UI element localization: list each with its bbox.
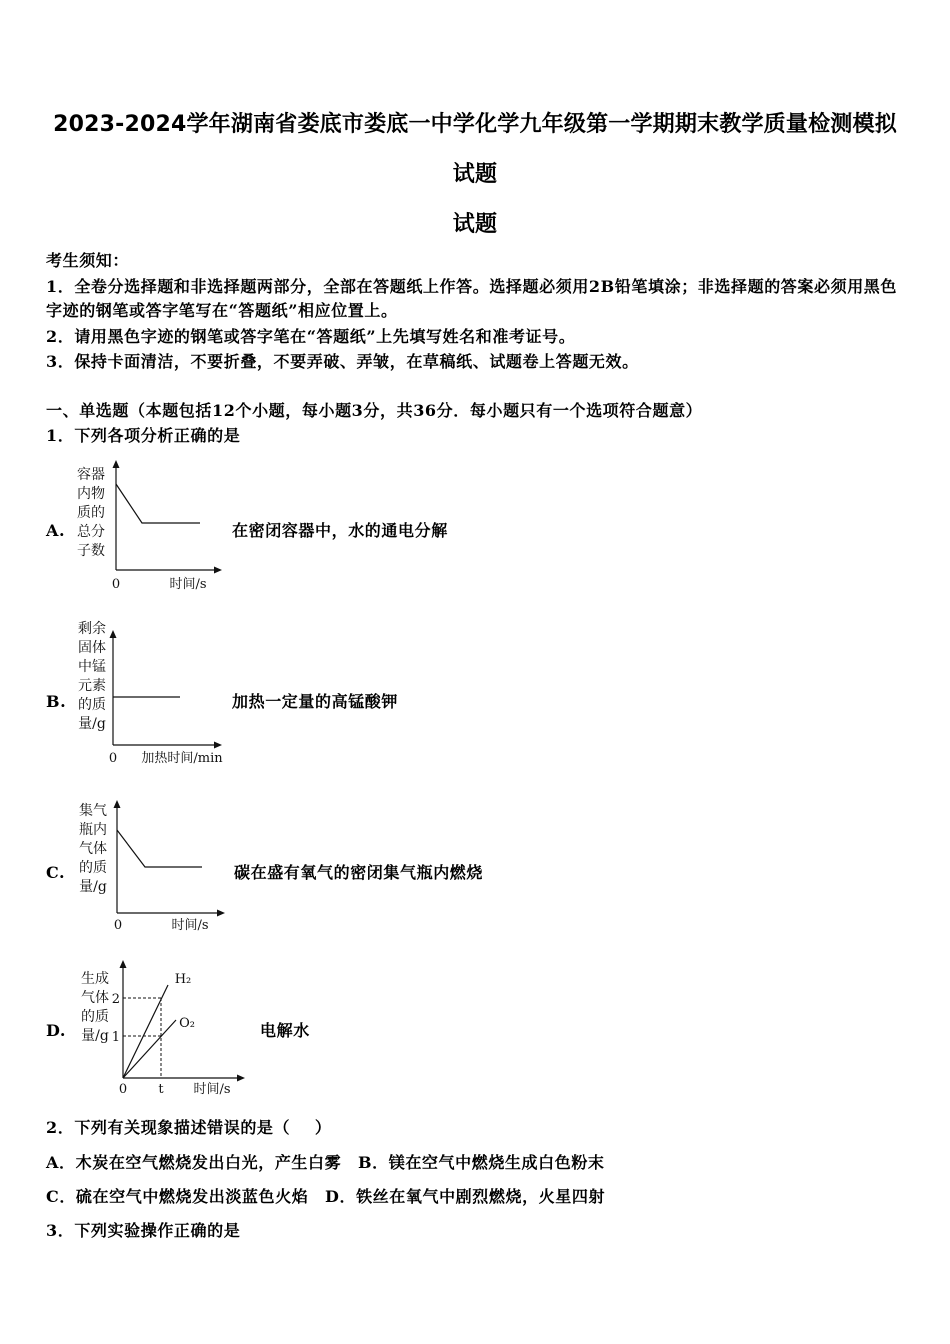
q1-option-a-text: 在密闭容器中，水的通电分解 [232,521,448,540]
x-axis-arrow [237,1075,245,1082]
question-1-stem: 1．下列各项分析正确的是 [46,426,241,445]
q2-option-b: B．镁在空气中燃烧生成白色粉末 [358,1153,605,1172]
y-axis-label-line: 生成 [81,971,109,987]
q2-option-d: D．铁丝在氧气中剧烈燃烧，火星四射 [325,1187,606,1206]
origin-label: 0 [118,1082,128,1097]
y-axis-arrow [120,960,127,968]
q1-option-a-label: A. [46,521,66,540]
y-axis-label-line: 气体 [81,990,109,1006]
x-axis-arrow [214,742,222,749]
exam-title: 2023-2024学年湖南省娄底市娄底一中学化学九年级第一学期期末教学质量检测模拟 [53,112,897,137]
q1-option-c-text: 碳在盛有氧气的密闭集气瓶内燃烧 [234,863,484,882]
y-axis-label-line: 质的 [77,505,105,521]
y-axis-arrow [110,630,117,638]
y-tick-label: 1 [111,1030,120,1045]
x-axis-label: 时间/s [193,1082,231,1097]
y-axis-label-line: 的质 [79,860,107,876]
q1-option-a-graph [60,455,235,595]
q1-option-b-label: B. [46,692,67,711]
origin-label: 0 [113,918,123,933]
hydrogen-series-label: H₂ [174,972,192,987]
y-axis-arrow [113,460,120,468]
oxygen-line [123,1020,176,1078]
origin-label: 0 [108,751,118,766]
exam-subtitle: 试题 [452,212,498,237]
notice-item-1-line-1: 1．全卷分选择题和非选择题两部分，全部在答题纸上作答。选择题必须用2B铅笔填涂；非选择题的答案必须用黑色 [46,277,897,296]
question-2-stem: 2．下列有关现象描述错误的是（ ） [46,1118,332,1137]
y-axis-label-line: 量/g [81,1028,109,1044]
q1-option-c-graph [60,795,235,935]
y-axis-label-line: 子数 [77,543,105,559]
y-axis-arrow [114,800,121,808]
molecule-count-line [116,484,200,523]
q1-option-b-graph [60,612,235,767]
gas-mass-line [117,830,202,867]
y-axis-label-line: 瓶内 [79,822,107,838]
y-axis-label-line: 气体 [79,841,107,857]
notice-item-3: 3．保持卡面清洁，不要折叠，不要弄破、弄皱，在草稿纸、试题卷上答题无效。 [46,352,639,371]
x-axis-label: 时间/s [169,577,207,592]
y-axis-label-line: 的质 [78,697,106,713]
section-heading: 一、单选题（本题包括12个小题，每小题3分，共36分．每小题只有一个选项符合题意） [46,401,703,420]
origin-label: 0 [111,577,121,592]
y-axis-label-line: 量/g [79,879,107,895]
x-axis-arrow [217,910,225,917]
y-axis-label-line: 总分 [77,524,105,540]
x-axis-label: 加热时间/min [141,751,223,766]
notice-item-2: 2．请用黑色字迹的钢笔或答字笔在“答题纸”上先填写姓名和准考证号。 [46,327,576,346]
y-axis-label-line: 元素 [78,678,106,694]
oxygen-series-label: O₂ [179,1016,195,1031]
y-axis-label-line: 剩余 [78,621,106,637]
q1-option-d-graph [60,955,260,1100]
q1-option-d-label: D. [46,1021,67,1040]
q1-option-d-text: 电解水 [260,1021,310,1040]
y-axis-label-line: 内物 [77,486,105,502]
x-axis-arrow [214,567,222,574]
notice-heading: 考生须知： [46,251,130,270]
y-tick-label: 2 [111,992,120,1007]
y-axis-label-line: 容器 [77,467,105,483]
y-axis-label-line: 集气 [79,803,107,819]
q2-option-c: C．硫在空气中燃烧发出淡蓝色火焰 [46,1187,309,1206]
y-axis-label-line: 中锰 [78,659,106,675]
y-axis-label-line: 的质 [81,1009,109,1025]
question-3-stem: 3．下列实验操作正确的是 [46,1221,241,1240]
q1-option-c-label: C. [46,863,66,882]
q1-option-b-text: 加热一定量的高锰酸钾 [232,692,399,711]
y-axis-label-line: 固体 [78,640,106,656]
x-axis-label: 时间/s [171,918,209,933]
x-tick-label: t [158,1082,164,1097]
exam-title-continuation: 试题 [452,162,498,187]
y-axis-label-line: 量/g [78,716,106,732]
notice-item-1-line-2: 字迹的钢笔或答字笔写在“答题纸”相应位置上。 [46,301,398,320]
q2-option-a: A．木炭在空气燃烧发出白光，产生白雾 [46,1153,342,1172]
